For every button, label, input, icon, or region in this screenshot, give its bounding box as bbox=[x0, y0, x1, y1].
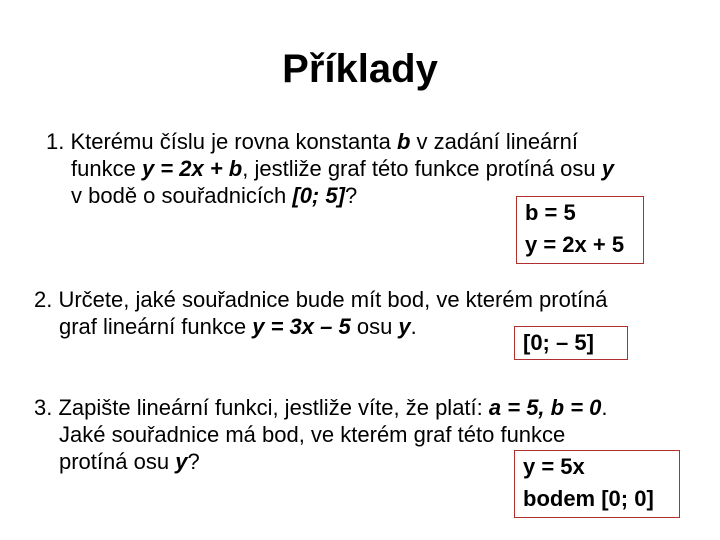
problem-1-answer-box bbox=[516, 196, 644, 264]
problem-2-line-1: 2. Určete, jaké souřadnice bude mít bod, ve kterém protíná bbox=[34, 287, 608, 312]
problem-3-parameters: a = 5, b = 0 bbox=[488, 395, 602, 420]
problem-3-text-part: . bbox=[601, 395, 608, 420]
problem-3-line-1 bbox=[34, 394, 608, 421]
problem-3-text-part: 3. Zapište lineární funkci, jestliže víte, že platí: bbox=[34, 395, 489, 420]
problem-3-line-2: Jaké souřadnice má bod, ve kterém graf této funkce bbox=[59, 422, 566, 447]
problem-1-text-part: ? bbox=[344, 183, 358, 208]
problem-1-text-part: funkce bbox=[71, 156, 142, 181]
problem-1-line-1 bbox=[46, 128, 614, 155]
problem-1-point: [0; 5] bbox=[292, 183, 345, 208]
problem-1-text-part: , jestliže graf této funkce protíná osu bbox=[242, 156, 602, 181]
problem-1-answer-line: b = 5 bbox=[525, 200, 576, 225]
problem-2-text-part: . bbox=[410, 314, 417, 339]
problem-3-variable-y: y bbox=[175, 449, 188, 474]
slide-title: Příklady bbox=[282, 47, 438, 91]
problem-2-text-part: graf lineární funkce bbox=[59, 314, 253, 339]
problem-1-line-2 bbox=[46, 155, 614, 182]
problem-2-variable-y: y bbox=[398, 314, 411, 339]
problem-1-variable-y: y bbox=[601, 156, 615, 181]
problem-1-variable-b: b bbox=[396, 129, 411, 154]
problem-1-text-part: v bodě o souřadnicích bbox=[71, 183, 293, 208]
problem-2-equation: y = 3x – 5 bbox=[252, 314, 351, 339]
problem-1-answer-line: y = 2x + 5 bbox=[525, 232, 625, 257]
problem-1-text-part: v zadání lineární bbox=[410, 129, 578, 154]
problem-2-text-part: osu bbox=[350, 314, 399, 339]
problem-3-text-part: ? bbox=[187, 449, 200, 474]
problem-3-answer-box bbox=[514, 450, 680, 518]
problem-3-answer-line: bodem [0; 0] bbox=[523, 486, 654, 511]
problem-3-text-part: protíná osu bbox=[59, 449, 176, 474]
problem-1-equation: y = 2x + b bbox=[141, 156, 243, 181]
problem-2-answer-box bbox=[514, 326, 628, 360]
problem-2-answer-line: [0; – 5] bbox=[523, 330, 594, 355]
problem-1-text-part: 1. Kterému číslu je rovna konstanta bbox=[46, 129, 397, 154]
problem-3-answer-line: y = 5x bbox=[523, 454, 585, 479]
